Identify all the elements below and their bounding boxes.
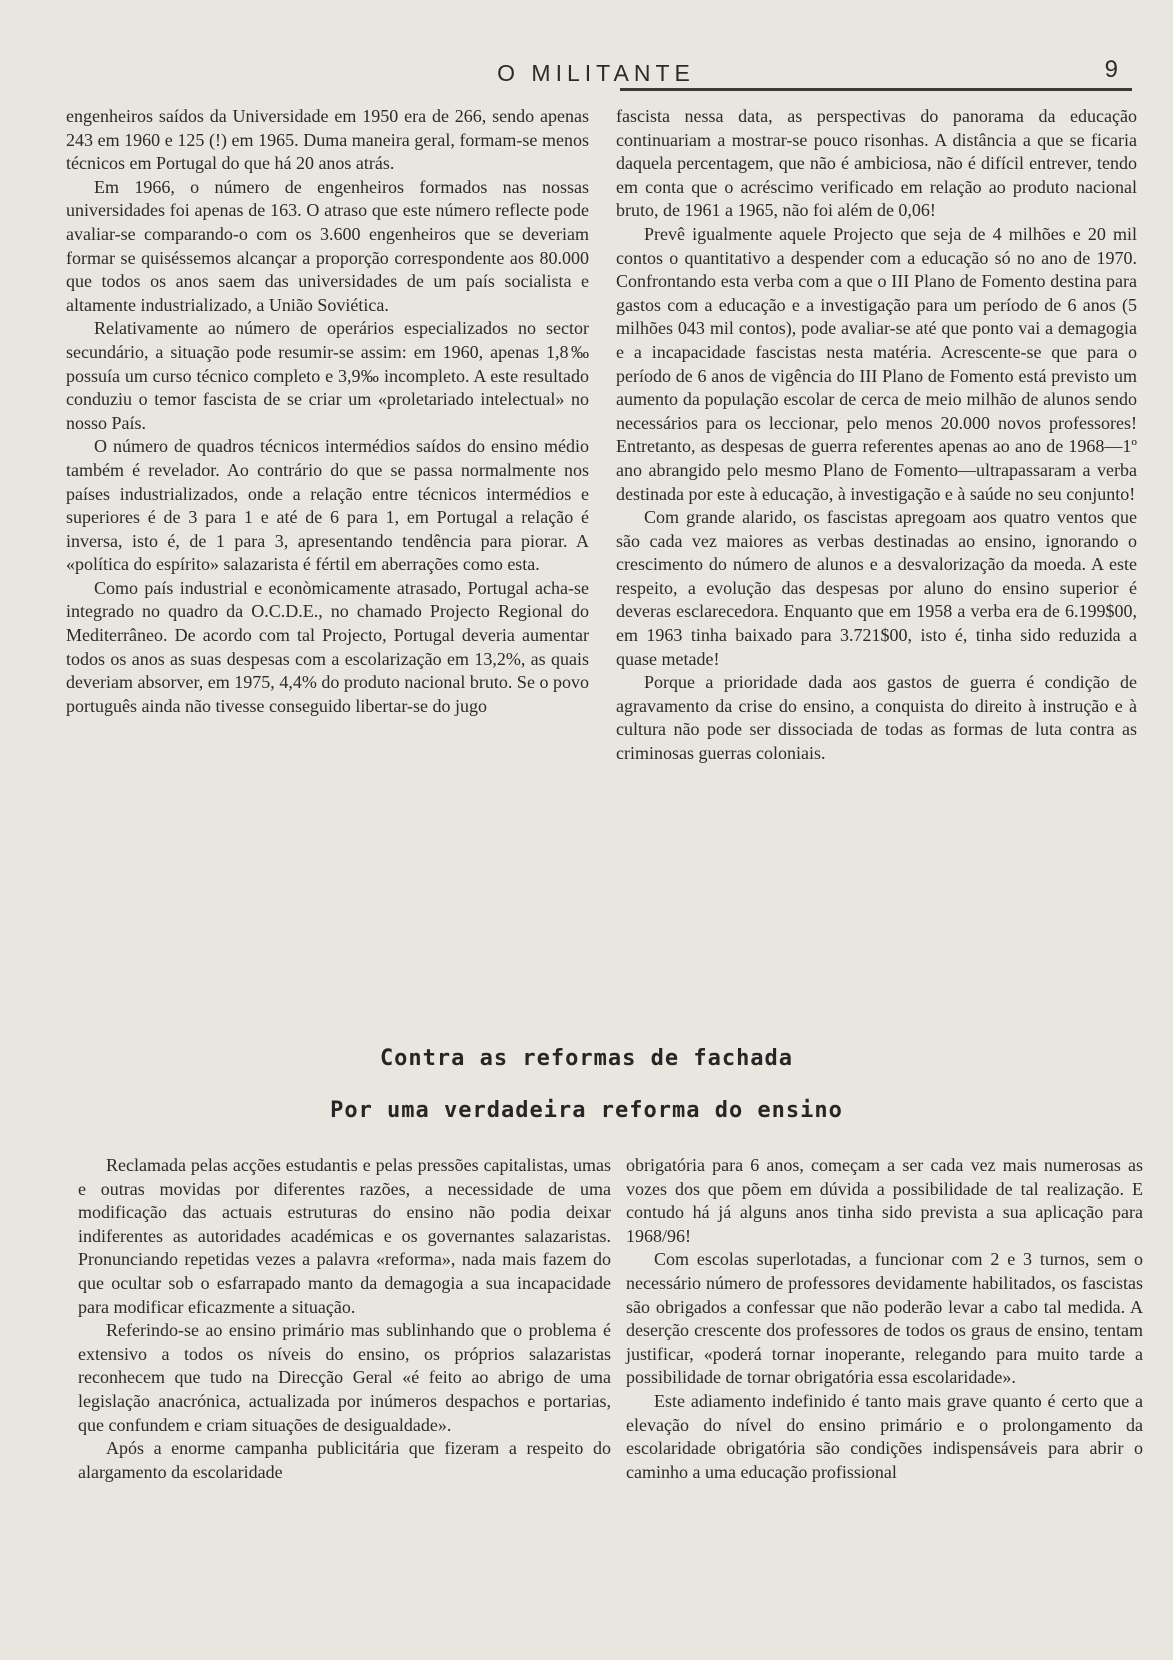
bottom-right-column bbox=[626, 1154, 1143, 1484]
paragraph: Com grande alarido, os fascistas apregoam aos quatro ventos que são cada vez maiores as verbas destinadas ao ensino, ignorando o crescimento do número de alunos e a desvalorização da moeda. A este respeito, a evolução das despesas por aluno do ensino superior é deveras esclarecedora. Enquanto que em 1958 a verba era de 6.199$00, em 1963 tinha baixado para 3.721$00, isto é, tinha sido reduzida a quase metade! bbox=[616, 507, 1137, 669]
top-right-column bbox=[616, 105, 1137, 766]
paragraph: Em 1966, o número de engenheiros formados nas nossas universidades foi apenas de 163. O atraso que este número reflecte pode avaliar-se comparando-o com os 3.600 engenheiros que se deveriam formar se quiséssemos alcançar a proporção correspondente aos 80.000 que todos os anos saem das universidades de um país socialista e altamente industrializado, a União Soviética. bbox=[66, 176, 589, 315]
paragraph: Após a enorme campanha publicitária que fizeram a respeito do alargamento da escolaridade bbox=[78, 1438, 611, 1482]
page-header bbox=[60, 56, 1132, 90]
bottom-left-column bbox=[78, 1154, 611, 1484]
masthead: O MILITANTE bbox=[497, 60, 695, 86]
paragraph: Reclamada pelas acções estudantis e pelas pressões capitalistas, umas e outras movidas por diferentes razões, a necessidade de uma modificação das actuais estruturas do ensino não podia deixar indiferentes as autoridades académicas e os governantes salazaristas. Pronunciando repetidas vezes a palavra «reforma», nada mais fazem do que ocultar sob o esfarrapado manto da demagogia a sua incapacidade para modificar eficazmente a situação. bbox=[78, 1155, 611, 1317]
paragraph: Referindo-se ao ensino primário mas sublinhando que o problema é extensivo a todos os níveis do ensino, os próprios salazaristas reconhecem que tudo na Direcção Geral «é feito ao abrigo de uma legislação anacrónica, actualizada por inúmeros despachos e portarias, que confundem e criam situações de desigualdade». bbox=[78, 1320, 611, 1435]
paragraph: fascista nessa data, as perspectivas do panorama da educação continuariam a mostrar-se pouco risonhas. A distância a que se ficaria daquela percentagem, que não é ambiciosa, não é difícil entrever, tendo em conta que o acréscimo verificado em relação ao produto nacional bruto, de 1961 a 1965, não foi além de 0,06! bbox=[616, 106, 1137, 221]
paragraph: Prevê igualmente aquele Projecto que seja de 4 milhões e 20 mil contos o quantitativo a despender com a educação só no ano de 1970. Confrontando esta verba com a que o III Plano de Fomento destina para gastos com a educação e a investigação para um período de 6 anos (5 milhões 043 mil contos), pode avaliar-se até que ponto vai a demagogia e a incapacidade fascistas nesta matéria. Acrescente-se que para o período de 6 anos de vigência do III Plano de Fomento está previsto um aumento da população escolar de cerca de meio milhão de alunos sendo necessários para os leccionar, pelo menos 20.000 novos professores! Entretanto, as despesas de guerra referentes apenas ao ano de 1968—1º ano abrangido pelo mesmo Plano de Fomento—ultrapassaram a verba destinada por este à educação, à investigação e à saúde no seu conjunto! bbox=[616, 223, 1137, 504]
section-subtitle: Por uma verdadeira reforma do ensino bbox=[330, 1098, 843, 1123]
paragraph: Com escolas superlotadas, a funcionar com 2 e 3 turnos, sem o necessário número de professores devidamente habilitados, os fascistas são obrigados a confessar que não poderão levar a cabo tal medida. A deserção crescente dos professores de todos os graus de ensino, tentam justificar, «poderá tornar inoperante, relegando para muito tarde a possibilidade de tornar obrigatória essa escolaridade». bbox=[626, 1249, 1143, 1388]
header-rule bbox=[620, 88, 1132, 91]
paragraph: obrigatória para 6 anos, começam a ser cada vez mais numerosas as vozes dos que põem em dúvida a possibilidade de tal realização. E contudo há já alguns anos tinha sido prevista a sua aplicação para 1968/96! bbox=[626, 1155, 1143, 1246]
paragraph: Porque a prioridade dada aos gastos de guerra é condição de agravamento da crise do ensino, a conquista do direito à instrução e à cultura não pode ser dissociada de todas as formas de luta contra as criminosas guerras coloniais. bbox=[616, 672, 1137, 764]
paragraph: Como país industrial e econòmicamente atrasado, Portugal acha-se integrado no quadro da O.C.D.E., no chamado Projecto Regional do Mediterrâneo. De acordo com tal Projecto, Portugal deveria aumentar todos os anos as suas despesas com a escolarização em 13,2%, as quais deveriam absorver, em 1975, 4,4% do produto nacional bruto. Se o povo português ainda não tivesse conseguido libertar-se do jugo bbox=[66, 577, 589, 716]
section-title: Contra as reformas de fachada bbox=[379, 1046, 794, 1071]
paragraph: Este adiamento indefinido é tanto mais grave quanto é certo que a elevação do nível do ensino primário e o prolongamento da escolaridade obrigatória são condições indispensáveis para abrir o caminho a uma educação profissional bbox=[626, 1390, 1143, 1482]
paragraph: O número de quadros técnicos intermédios saídos do ensino médio também é revelador. Ao contrário do que se passa normalmente nos países industrializados, onde a relação entre técnicos intermédios e superiores é de 3 para 1 e até de 6 para 1, em Portugal a relação é inversa, isto é, de 1 para 3, apresentando tendência para piorar. A «política do espírito» salazarista é fértil em aberrações como esta. bbox=[66, 436, 589, 575]
paragraph: Relativamente ao número de operários especializados no sector secundário, a situação pode resumir-se assim: em 1960, apenas 1,8‰ possuía um curso técnico completo e 3,9‰ incompleto. A este resultado conduziu o temor fascista de se criar um «proletariado intelectual» no nosso País. bbox=[66, 318, 589, 433]
page-number: 9 bbox=[1104, 56, 1118, 83]
top-left-column bbox=[66, 105, 589, 718]
paragraph: engenheiros saídos da Universidade em 1950 era de 266, sendo apenas 243 em 1960 e 125 (!) em 1965. Duma maneira geral, formam-se menos técnicos em Portugal do que há 20 anos atrás. bbox=[66, 106, 589, 174]
